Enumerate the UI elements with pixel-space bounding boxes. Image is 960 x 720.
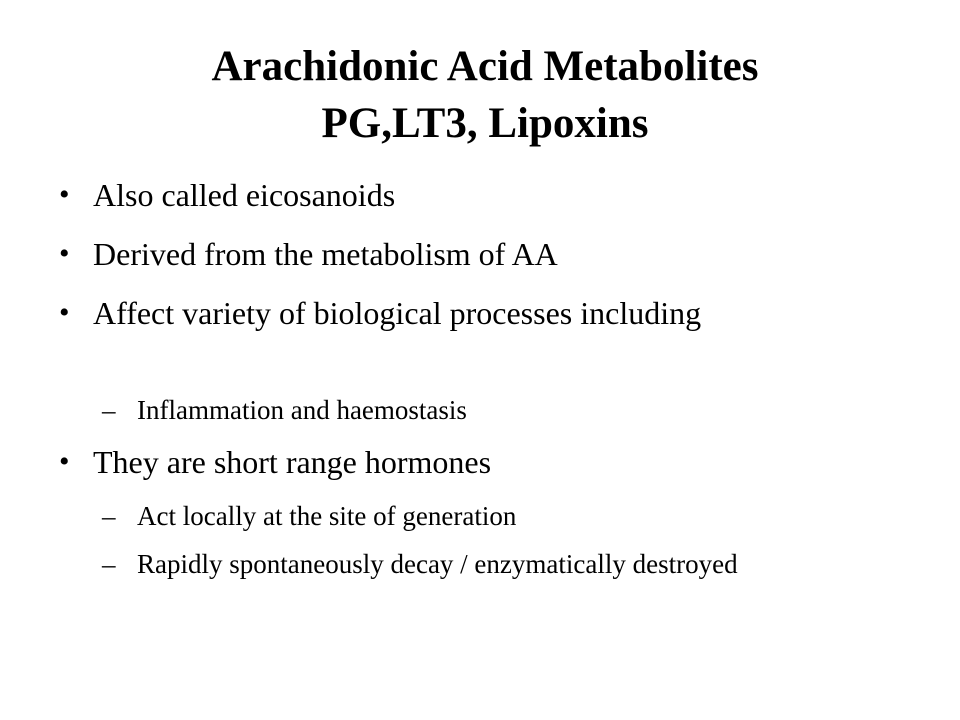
bullet-text: Also called eicosanoids	[93, 177, 396, 213]
slide-title-line-1: Arachidonic Acid Metabolites	[211, 43, 759, 90]
bullet-marker: •	[59, 178, 70, 211]
sub-bullet-item	[102, 393, 837, 427]
bullet-item	[59, 294, 773, 332]
sub-bullet-item	[102, 499, 837, 533]
sub-bullet-text: Rapidly spontaneously decay / enzymatically destroyed	[137, 549, 738, 579]
bullet-item	[59, 235, 853, 273]
bullet-text: Derived from the metabolism of AA	[93, 236, 558, 272]
sub-bullet-marker: –	[102, 549, 116, 579]
sub-bullet-text: Inflammation and haemostasis	[137, 395, 467, 425]
bullet-marker: •	[59, 296, 70, 329]
bullet-marker: •	[59, 237, 70, 270]
bullet-item	[59, 176, 853, 214]
slide-title-line-2: PG,LT3, Lipoxins	[321, 100, 649, 147]
bullet-item	[59, 443, 853, 481]
bullet-marker: •	[59, 445, 70, 478]
sub-bullet-marker: –	[102, 395, 116, 425]
sub-bullet-marker: –	[102, 501, 116, 531]
bullet-text: They are short range hormones	[93, 444, 492, 480]
bullet-text: Affect variety of biological processes including	[93, 295, 702, 331]
sub-bullet-item	[102, 547, 827, 581]
sub-bullet-text: Act locally at the site of generation	[137, 501, 517, 531]
